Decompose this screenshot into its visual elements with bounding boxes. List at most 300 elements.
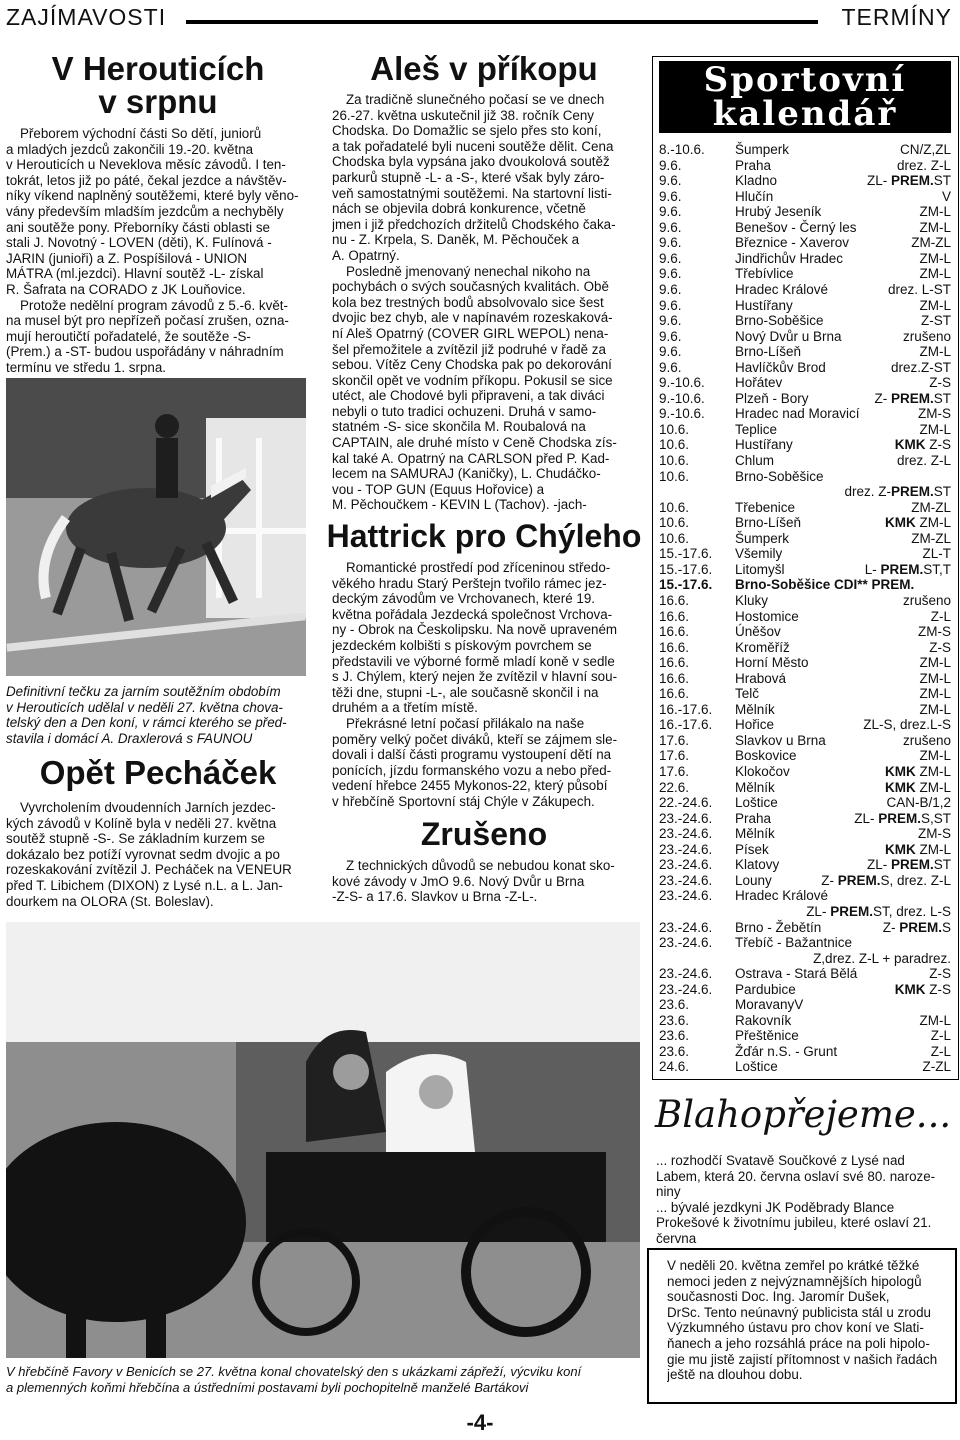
photo-horse-rider (6, 378, 306, 676)
text-line: Překrásné letní počasí přilákalo na naše (346, 715, 585, 731)
calendar-row (659, 935, 951, 951)
calendar-place: Třebíč - Bažantnice (735, 935, 853, 951)
text-line: na musel být pro nepřízeň počasí zrušen, ozna- (6, 313, 289, 329)
calendar-row (659, 220, 951, 236)
calendar-place: Hořátev (735, 375, 783, 391)
text-line: rozeskakování zvítězil J. Pecháček na VENEUR (6, 862, 292, 878)
calendar-date: 16.6. (659, 592, 690, 608)
calendar-date: 9.6. (659, 219, 682, 235)
calendar-row (659, 888, 951, 904)
calendar-date: 9.6. (659, 297, 682, 313)
calendar-date: 9.6. (659, 250, 682, 266)
congratulations-body (656, 1153, 954, 1247)
calendar-date: 15.-17.6. (659, 577, 713, 593)
calendar-place: Praha (735, 810, 772, 826)
text-line: dvojic bez chyb, ale v napínavém rozeskaková- (332, 310, 613, 326)
article-body-pechacek (6, 800, 306, 909)
calendar-place: Kluky (735, 592, 769, 608)
calendar-place: Kroměříž (735, 639, 790, 655)
calendar-type: KMK ZM-L (885, 779, 951, 795)
calendar-type: drez.Z-ST (890, 359, 951, 375)
calendar-type: ZL- PREM.ST (866, 857, 951, 873)
calendar-row (659, 577, 951, 593)
calendar-place: Brno-Soběšice (735, 468, 824, 484)
calendar-date: 9.6. (659, 344, 682, 360)
text-line: níky víkend naplněný soutěžemi, které byly věno- (6, 188, 299, 204)
text-line: června (656, 1230, 697, 1246)
text-line: stali J. Novotný - LOVEN (děti), K. Fulínová - (6, 235, 272, 251)
text-line: parkurů stupně -L- a -S-, které však byly záro- (332, 169, 605, 185)
calendar-row (659, 453, 951, 469)
calendar-place: Slavkov u Brna (735, 732, 826, 748)
text-line: Přeborem východní části So dětí, juniorů (20, 126, 262, 141)
calendar-row (659, 997, 951, 1013)
calendar-place: Benešov - Černý les (735, 219, 857, 235)
calendar-date: 9.6. (659, 204, 682, 220)
calendar-place: Hradec Králové (735, 281, 829, 297)
text-line: skončil opět ve vodním příkopu. Pokusil se sice (332, 372, 613, 388)
calendar-type: Z-S (929, 966, 951, 982)
text-line: termínu ve středu 1. srpna. (6, 359, 167, 375)
calendar-type: CAN-B/1,2 (886, 795, 951, 811)
calendar-place: Loštice (735, 1059, 778, 1075)
calendar-date: 16.-17.6. (659, 717, 713, 733)
text-line: kal také A. Opatrný na CARLSON před P. Kad- (332, 450, 610, 466)
calendar-date: 23.-24.6. (659, 826, 713, 842)
calendar-type: Z-S (929, 375, 951, 391)
calendar-type: zrušeno (902, 732, 951, 748)
calendar-date: 9.-10.6. (659, 406, 705, 422)
article-body-ales (332, 92, 629, 513)
calendar-row (659, 686, 951, 702)
calendar-type: Z- PREM.S (882, 919, 951, 935)
calendar-date: 9.6. (659, 266, 682, 282)
calendar-date: 17.6. (659, 732, 690, 748)
calendar-row (659, 655, 951, 671)
text-line: nemoci jeden z nejvýznamnějších hipologů (667, 1273, 922, 1289)
calendar-row (659, 422, 951, 438)
calendar-date: 16.-17.6. (659, 701, 713, 717)
calendar-date: 23.-24.6. (659, 919, 713, 935)
calendar-date: 23.-24.6. (659, 966, 713, 982)
text-line: v hřebčíně Sportovní stáj Chýle v Zákupech. (332, 793, 595, 809)
text-line: ňanech a jeho rozsáhlá práce na poli hipolo- (667, 1335, 930, 1351)
calendar-type: ZM-L (919, 266, 951, 282)
photo-caption-carriage (6, 1364, 646, 1395)
text-line: jmen i již předchozích držitelů Chodského čaka- (332, 216, 616, 232)
calendar-date: 9.6. (659, 359, 682, 375)
text-line: vedení hřebce 2455 Mykonos-22, který působí (332, 778, 608, 794)
calendar-type: Z,drez. Z-L + paradrez. (813, 950, 951, 966)
calendar-type: ZL- PREM.ST (866, 173, 951, 189)
text-line: nu - Z. Krpela, S. Daněk, M. Pěchouček a (332, 232, 580, 248)
calendar-row (659, 329, 951, 345)
article-title-ales: Aleš v příkopu (370, 50, 598, 87)
calendar-type: ZL- PREM.ST, drez. L-S (806, 903, 951, 919)
text-line: kové závody v JmO 9.6. Nový Dvůr u Brna (332, 873, 585, 889)
calendar-date: 17.6. (659, 764, 690, 779)
calendar-place: Rakovník (735, 1012, 792, 1028)
calendar-type: KMK ZM-L (885, 764, 951, 779)
calendar-type: ZL- PREM.S,ST (854, 810, 951, 826)
header-rule (186, 20, 818, 24)
calendar-row (659, 189, 951, 205)
text-line: představili ve výborné formě mladí koně v sedle (332, 653, 615, 669)
text-line: ponících, jízdu formanského vozu a nebo před- (332, 762, 612, 778)
photo-carriage (6, 922, 640, 1358)
calendar-date: 22.-24.6. (659, 795, 713, 811)
page-number: -4- (466, 1410, 494, 1435)
text-line: niny (656, 1184, 681, 1200)
text-line: Vyvrcholením dvoudenních Jarních jezdec- (20, 800, 276, 815)
calendar-type: drez. Z-L (896, 453, 951, 468)
text-line: gie mu jistě zajistí přítomnost v našich řadách (667, 1351, 938, 1367)
calendar-place: Přeštěnice (735, 1028, 799, 1044)
section-label-right: TERMÍNY (841, 4, 952, 30)
calendar-place: Chlum (735, 453, 775, 468)
calendar-place: Brno-Soběšice CDI** PREM. (735, 577, 915, 593)
text-line: Definitivní tečku za jarním soutěžním obdobím (6, 684, 281, 699)
calendar-place: MoravanyV (735, 997, 804, 1013)
calendar-date: 10.6. (659, 468, 690, 484)
calendar-type: KMK ZM-L (885, 841, 951, 857)
calendar-date: 9.6. (659, 281, 682, 297)
calendar-place: Klokočov (735, 764, 790, 779)
text-line: ... bývalé jezdkyni JK Poděbrady Blance (656, 1199, 895, 1215)
text-line: šel přemožitele a zvítězil již podruhé v řadě za (332, 341, 606, 357)
calendar-date: 23.6. (659, 1028, 690, 1044)
calendar-row (659, 546, 951, 562)
calendar-row (659, 142, 951, 158)
calendar-place: Hustířany (735, 437, 793, 453)
calendar-header (659, 61, 951, 133)
calendar-type: ZM-L (919, 670, 951, 686)
calendar-type: ZM-L (919, 204, 951, 220)
text-line: s J. Chýlem, který nejen že zvítězil v hlavní sou- (332, 669, 618, 685)
calendar-row (659, 811, 951, 827)
calendar-place: Úněšov (735, 624, 781, 640)
title-line-2: v srpnu (98, 83, 218, 120)
text-line: druhém a a třetím místě. (332, 700, 478, 716)
calendar-type: ZM-L (919, 219, 951, 235)
text-line: současnosti Doc. Ing. Jaromír Dušek, (667, 1289, 890, 1305)
calendar-type: V (941, 188, 951, 204)
calendar-type: ZM-L (919, 748, 951, 764)
text-line: ... rozhodčí Svatavě Součkové z Lysé nad (656, 1153, 905, 1168)
calendar-type: drez. Z-PREM.ST (844, 484, 951, 500)
calendar-date: 16.6. (659, 624, 690, 640)
calendar-place: Brno-Líšeň (735, 515, 802, 531)
text-line: R. Šafrata na CORADO z JK Louňovice. (6, 281, 246, 297)
calendar-place: Brno-Soběšice (735, 313, 824, 329)
calendar-type: ZL-T (922, 546, 951, 562)
calendar-row (659, 780, 951, 796)
calendar-place: Hořice (735, 717, 775, 733)
text-line: nebyli o tuto tradici ochuzeni. Druhá v samo- (332, 403, 597, 419)
text-line: kých závodů v Kolíně byla v neděli 27. května (6, 815, 277, 831)
text-line: Chodska. Do Domažlic se sjelo přes sto koní, (332, 123, 602, 139)
calendar-type: Z- PREM.ST (874, 390, 951, 406)
calendar-row (659, 842, 951, 858)
calendar-place: Hustířany (735, 297, 793, 313)
calendar-place: Písek (735, 841, 769, 857)
calendar-row (659, 235, 951, 251)
calendar-type: KMK Z-S (894, 981, 951, 997)
text-line: května pořádala Jezdecká společnost Vrchova- (332, 606, 613, 622)
calendar-row (659, 717, 951, 733)
text-line: Výzkumného ústavu pro chov koní ve Slati- (667, 1320, 924, 1336)
calendar-date: 16.6. (659, 655, 690, 671)
text-line: veň samostatnými soutěžemi. Na startovní listi- (332, 185, 612, 201)
calendar-row (659, 951, 951, 967)
calendar-type: ZM-ZL (911, 499, 951, 515)
calendar-date: 8.-10.6. (659, 142, 705, 157)
text-line: před T. Libichem (DIXON) z Lysé n.L. a L. Jan- (6, 877, 283, 893)
calendar-row (659, 982, 951, 998)
text-line: věkého hradu Starý Perštejn tvořilo rámec jez- (332, 575, 607, 591)
calendar-date: 16.6. (659, 608, 690, 624)
congratulations-title: Blahopřejeme... (655, 1093, 952, 1136)
article-title-zruseno: Zrušeno (420, 816, 548, 852)
calendar-title-line-1: Sportovní (703, 60, 907, 100)
calendar-date: 9.6. (659, 235, 682, 251)
calendar-type: ZM-S (918, 406, 951, 422)
calendar-date: 10.6. (659, 515, 690, 531)
calendar-date: 23.-24.6. (659, 981, 713, 997)
calendar-place: Jindřichův Hradec (735, 250, 844, 266)
text-line: dovali i další části programu vystoupení dětí na (332, 747, 612, 763)
text-line: ny - Obrok na Českolipsku. Na nově upraveném (332, 622, 618, 638)
calendar-type: KMK Z-S (894, 437, 951, 453)
calendar-type: ZM-L (919, 686, 951, 702)
calendar-date: 23.-24.6. (659, 872, 713, 888)
section-label-left: ZAJÍMAVOSTI (6, 4, 167, 30)
text-line: a tak pořadatelé byli nuceni soutěže dělit. Cena (332, 138, 614, 154)
calendar-place: Šumperk (735, 142, 790, 157)
calendar-type: Z-L (930, 608, 951, 624)
calendar-date: 17.6. (659, 748, 690, 764)
text-line: a mladých jezdců zakončili 19.-20. května (6, 141, 254, 157)
calendar-row (659, 375, 951, 391)
calendar-row (659, 469, 951, 485)
calendar-row (659, 282, 951, 298)
calendar-type: ZM-L (919, 701, 951, 717)
text-line: stavila i domácí A. Draxlerová s FAUNOU (6, 730, 253, 746)
calendar-type: L- PREM.ST,T (864, 561, 951, 577)
calendar-place: Klatovy (735, 857, 780, 873)
article-title-pechacek: Opět Pecháček (39, 754, 277, 791)
text-line: Z technických důvodů se nebudou konat sko- (346, 858, 615, 873)
text-line: Za tradičně slunečného počasí se ve dnech (346, 92, 605, 107)
text-line: v Herouticích udělal v neděli 27. května chova- (6, 699, 283, 715)
calendar-type: ZM-ZL (911, 530, 951, 546)
calendar-type: drez. Z-L (896, 157, 951, 173)
calendar-row (659, 344, 951, 360)
text-line: Romantické prostředí pod zříceninou středo- (346, 560, 611, 575)
calendar-place: Hostomice (735, 608, 799, 624)
calendar-row (659, 1013, 951, 1029)
calendar-place: Mělník (735, 826, 775, 842)
text-line: v Herouticích u Neveklova měsíc závodů. I ten- (6, 157, 286, 173)
calendar-date: 23.-24.6. (659, 857, 713, 873)
photo-carriage-illustration (6, 922, 640, 1358)
calendar-place: Horní Město (735, 655, 809, 671)
sport-calendar (652, 56, 959, 1080)
calendar-place: Mělník (735, 701, 775, 717)
calendar-type: CN/Z,ZL (899, 142, 951, 157)
article-title-heroutice (0, 52, 316, 118)
text-line: soutěž stupně -S-. Se základním kurzem se (6, 831, 265, 847)
text-line: M. Pěchoučkem - KEVIN L (Tachov). -jach- (332, 497, 587, 513)
calendar-row (659, 904, 951, 920)
text-line: ní Aleš Opatrný (COVER GIRL WEPOL) nena- (332, 325, 609, 341)
calendar-place: Telč (735, 686, 760, 702)
calendar-row (659, 204, 951, 220)
article-title-hattrick: Hattrick pro Chýleho (326, 518, 642, 554)
calendar-date: 9.-10.6. (659, 375, 705, 391)
calendar-row (659, 671, 951, 687)
text-line: nách se objevila dobrá konkurence, včetně (332, 201, 586, 217)
obituary-box (647, 1248, 957, 1404)
calendar-row (659, 1044, 951, 1060)
calendar-date: 23.-24.6. (659, 810, 713, 826)
calendar-type: Z-L (930, 1028, 951, 1044)
text-line: (Prem.) a -ST- budou uspořádány v náhradním (6, 344, 284, 360)
calendar-date: 9.6. (659, 157, 682, 173)
calendar-row (659, 795, 951, 811)
calendar-row (659, 593, 951, 609)
calendar-date: 9.-10.6. (659, 390, 705, 406)
calendar-date: 22.6. (659, 779, 690, 795)
text-line: MÁTRA (ml.jezdci). Hlavní soutěž -L- získal (6, 266, 264, 282)
calendar-date: 15.-17.6. (659, 561, 713, 577)
text-line: -Z-S- a 17.6. Slavkov u Brna -Z-L-. (332, 889, 538, 905)
calendar-date: 9.6. (659, 173, 682, 189)
calendar-row (659, 484, 951, 500)
calendar-place: Ostrava - Stará Bělá (735, 966, 858, 982)
text-line: a plemenných koňmi hřebčína a ústředními postavami byli pochopitelně manželé Bartákovi (6, 1379, 529, 1395)
text-line: dourkem na OLORA (St. Boleslav). (6, 893, 214, 909)
calendar-type: Z-ZL (922, 1059, 951, 1075)
calendar-date: 16.6. (659, 686, 690, 702)
calendar-row (659, 406, 951, 422)
text-line: 26.-27. května uskutečnil již 38. ročník Ceny (332, 107, 594, 123)
calendar-row (659, 1028, 951, 1044)
calendar-type: ZM-L (919, 344, 951, 360)
calendar-row (659, 609, 951, 625)
calendar-place: Pardubice (735, 981, 796, 997)
calendar-row (659, 313, 951, 329)
calendar-type: ZM-ZL (911, 235, 951, 251)
calendar-title-line-2: kalendář (712, 94, 898, 134)
calendar-date: 23.6. (659, 997, 690, 1013)
calendar-date: 9.6. (659, 313, 682, 329)
obituary-body (667, 1258, 941, 1383)
calendar-date: 10.6. (659, 453, 690, 468)
calendar-type: ZM-L (919, 655, 951, 671)
photo-caption-heroutice (6, 684, 312, 746)
calendar-place: Hrubý Jeseník (735, 204, 822, 220)
text-line: CAPTAIN, ale druhé místo v Ceně Chodska zís- (332, 435, 617, 451)
text-line: Posledně jmenovaný nenechal nikoho na (346, 263, 591, 279)
text-line: DrSc. Tento neúnavný publicista stál u zrodu (667, 1304, 931, 1320)
calendar-type: Z- PREM.S, drez. Z-L (821, 872, 951, 888)
calendar-row (659, 764, 951, 780)
calendar-type: ZM-L (919, 421, 951, 437)
calendar-date: 10.6. (659, 499, 690, 515)
calendar-type: Z-L (930, 1043, 951, 1059)
text-line: lecem na SAMURAJ (Kaničky), L. Chudáčko- (332, 466, 601, 482)
calendar-type: ZM-L (919, 250, 951, 266)
calendar-row (659, 360, 951, 376)
text-line: tokrát, letos již po páté, čekal jezdce a návštěv- (6, 172, 287, 188)
title-line-1: V Herouticích (51, 50, 265, 87)
calendar-date: 23.6. (659, 1012, 690, 1028)
calendar-place: Všemily (735, 546, 783, 562)
calendar-row (659, 702, 951, 718)
text-line: pochybách o svých současných kvalitách. Obě (332, 279, 609, 295)
text-line: ani soutěže pony. Přeborníky části oblasti se (6, 219, 270, 235)
calendar-type: zrušeno (902, 328, 951, 344)
calendar-date: 10.6. (659, 530, 690, 546)
calendar-place: Brno - Žebětín (735, 919, 822, 935)
calendar-place: Šumperk (735, 530, 790, 546)
calendar-date: 24.6. (659, 1059, 690, 1075)
text-line: Prokešové k životnímu jubileu, které oslaví 21. (656, 1215, 932, 1231)
calendar-row (659, 748, 951, 764)
calendar-date: 16.6. (659, 670, 690, 686)
calendar-row (659, 1059, 951, 1075)
calendar-place: Kladno (735, 173, 778, 189)
calendar-type: Z-S (929, 639, 951, 655)
calendar-date: 23.-24.6. (659, 841, 713, 857)
calendar-place: Teplice (735, 421, 778, 437)
photo-horse-illustration (6, 378, 306, 676)
text-line: vou - TOP GUN (Equus Hořovice) a (332, 481, 545, 497)
calendar-row (659, 531, 951, 547)
calendar-place: Březnice - Xaverov (735, 235, 850, 251)
calendar-type: ZM-S (918, 826, 951, 842)
calendar-row (659, 826, 951, 842)
calendar-date: 23.6. (659, 1043, 690, 1059)
text-line: V hřebčíně Favory v Benicích se 27. května konal chovatelský den s ukázkami zápřeží, výcviku koní (6, 1364, 582, 1379)
calendar-row (659, 562, 951, 578)
calendar-date: 15.-17.6. (659, 546, 713, 562)
calendar-place: Loštice (735, 795, 778, 811)
calendar-row (659, 173, 951, 189)
article-body-hattrick (332, 560, 629, 810)
calendar-date: 16.6. (659, 639, 690, 655)
calendar-place: Nový Dvůr u Brna (735, 328, 842, 344)
text-line: statném -S- sice skončila M. Roubalová na (332, 419, 586, 435)
calendar-place: Havlíčkův Brod (735, 359, 826, 375)
text-line: Protože nedělní program závodů z 5.-6. květ- (20, 297, 288, 313)
calendar-place: Hradec Králové (735, 888, 829, 904)
text-line: mují heroutičtí pořadatelé, že soutěže -S- (6, 328, 251, 344)
calendar-place: Litomyšl (735, 561, 785, 577)
calendar-row (659, 158, 951, 174)
calendar-place: Boskovice (735, 748, 797, 764)
text-line: utéct, ale Chodové byli připraveni, a tak diváci (332, 388, 605, 404)
text-line: těži dne, stupni -L-, ale současně skončil i na (332, 684, 599, 700)
calendar-row (659, 251, 951, 267)
calendar-date: 23.-24.6. (659, 888, 713, 904)
calendar-type: ZM-L (919, 297, 951, 313)
text-line: kola bez trestných bodů absolvovalo sice šest (332, 294, 604, 310)
calendar-row (659, 857, 951, 873)
calendar-date: 23.-24.6. (659, 935, 713, 951)
calendar-row (659, 624, 951, 640)
